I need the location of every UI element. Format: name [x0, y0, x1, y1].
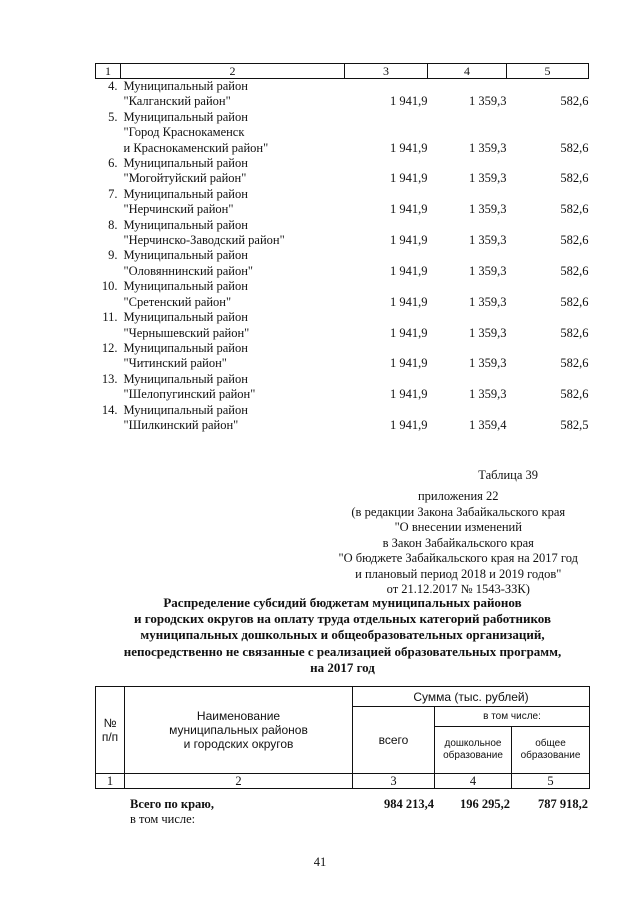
value-total [345, 279, 428, 294]
row-number: 4. [108, 79, 118, 93]
district-name: "Шилкинский район" [123, 417, 239, 432]
value-total: 1 941,9 [390, 140, 428, 155]
appendix-line: "О бюджете Забайкальского края на 2017 год [338, 551, 578, 565]
table-row [96, 233, 589, 248]
table-row [96, 341, 589, 356]
row-number [96, 418, 121, 433]
table-row [96, 218, 589, 233]
value-col4: 1 359,3 [469, 325, 507, 340]
district-name: Муниципальный район [123, 248, 248, 263]
district-name: "Чернышевский район" [123, 325, 250, 340]
district-name: "Шелопугинский район" [123, 387, 256, 402]
col-header-preschool-line: дошкольное [444, 738, 502, 749]
table-row [96, 110, 589, 125]
value-col5 [507, 372, 589, 387]
appendix-line: "О внесении изменений [394, 520, 522, 534]
value-total [345, 248, 428, 263]
row-number [96, 233, 121, 248]
value-total: 1 941,9 [390, 94, 428, 109]
table-row [96, 372, 589, 387]
value-total: 1 941,9 [390, 387, 428, 402]
table-row [96, 94, 589, 109]
table-row [96, 279, 589, 294]
appendix-line: от 21.12.2017 № 1543-ЗЗК) [386, 582, 530, 596]
value-col5 [507, 403, 589, 418]
value-col4 [428, 372, 507, 387]
district-name: "Город Краснокаменск [123, 125, 245, 140]
value-col5 [507, 341, 589, 356]
appendix-reference [339, 489, 578, 598]
subsidy-table [95, 686, 590, 789]
value-total [345, 110, 428, 125]
value-col5: 582,6 [560, 294, 589, 309]
table-row [96, 79, 589, 95]
value-total: 1 941,9 [390, 294, 428, 309]
value-col4: 1 359,3 [469, 263, 507, 278]
row-number [96, 94, 121, 109]
value-col5: 582,6 [560, 263, 589, 278]
value-col5 [507, 248, 589, 263]
col-header-general-line: образование [520, 750, 581, 761]
table-row [96, 356, 589, 371]
value-col4 [428, 341, 507, 356]
value-total: 1 941,9 [390, 171, 428, 186]
row-number [96, 356, 121, 371]
value-col5: 582,6 [560, 94, 589, 109]
col-header-number-line: № [103, 716, 117, 730]
value-col5 [507, 218, 589, 233]
value-col4: 1 359,3 [469, 356, 507, 371]
value-col4 [428, 218, 507, 233]
district-name: Муниципальный район [123, 156, 248, 171]
value-col5: 582,5 [560, 417, 589, 432]
total-label: Всего по краю, [130, 797, 214, 811]
district-name: "Читинский район" [123, 356, 227, 371]
col-header-name-line: муниципальных районов [169, 723, 308, 737]
col-header-name [125, 687, 353, 774]
district-name: Муниципальный район [123, 340, 248, 355]
value-col5: 582,6 [560, 233, 589, 248]
value-col4 [428, 248, 507, 263]
table-row [96, 202, 589, 217]
value-col5 [507, 110, 589, 125]
col-index: 5 [512, 774, 590, 789]
row-number [96, 171, 121, 186]
col-header: 3 [345, 64, 428, 79]
table-row [96, 326, 589, 341]
col-index: 2 [125, 774, 353, 789]
table-row [96, 141, 589, 156]
row-number: 13. [101, 371, 118, 386]
value-col4 [428, 403, 507, 418]
row-number [96, 326, 121, 341]
title-line: непосредственно не связанные с реализацией образовательных программ, [123, 643, 562, 659]
row-number: 11. [102, 310, 118, 325]
table-header-row [96, 64, 589, 79]
value-col4: 1 359,3 [469, 94, 507, 109]
district-name: "Нерчинско-Заводский район" [123, 233, 285, 248]
table-row [96, 171, 589, 186]
table-row [96, 403, 589, 418]
value-col4 [428, 156, 507, 171]
table-row [96, 310, 589, 325]
table-row [96, 187, 589, 202]
district-name: "Могойтуйский район" [123, 171, 247, 186]
value-col4 [428, 79, 507, 95]
value-total [345, 341, 428, 356]
total-all: 984 213,4 [384, 797, 434, 811]
value-col5: 582,6 [560, 202, 589, 217]
row-number: 5. [108, 109, 118, 124]
appendix-line: приложения 22 [417, 489, 499, 503]
appendix-line: (в редакции Закона Забайкальского края [351, 504, 566, 519]
col-header-number [96, 687, 125, 774]
col-index: 1 [96, 774, 125, 789]
value-col4: 1 359,3 [469, 202, 507, 217]
value-total: 1 941,9 [390, 233, 428, 248]
table-row [96, 248, 589, 263]
district-name: "Калганский район" [123, 94, 231, 109]
value-col5 [507, 187, 589, 202]
value-col5 [507, 125, 589, 140]
row-number [96, 141, 121, 156]
value-col4: 1 359,3 [469, 140, 507, 155]
row-number: 9. [108, 248, 118, 263]
title-line: на 2017 год [310, 659, 375, 675]
value-col4 [428, 279, 507, 294]
table-number: Таблица 39 [478, 468, 538, 482]
value-col4 [428, 125, 507, 140]
total-general: 787 918,2 [538, 797, 588, 811]
col-header-general-line: общее [535, 738, 566, 749]
district-name: "Сретенский район" [123, 294, 232, 309]
district-name: Муниципальный район [123, 310, 248, 325]
row-number [96, 202, 121, 217]
districts-table [95, 63, 589, 433]
table-row [96, 264, 589, 279]
table-row [96, 125, 589, 140]
title-line: Распределение субсидий бюджетам муниципальных районов [163, 595, 522, 610]
district-name: "Оловяннинский район" [123, 263, 254, 278]
value-total [345, 79, 428, 95]
value-col4: 1 359,3 [469, 233, 507, 248]
value-col4: 1 359,3 [469, 387, 507, 402]
col-header-total: всего [353, 707, 435, 774]
value-total: 1 941,9 [390, 356, 428, 371]
value-col5 [507, 310, 589, 325]
col-header-including: в том числе: [435, 707, 590, 727]
row-number [96, 295, 121, 310]
row-number: 14. [101, 402, 118, 417]
value-total: 1 941,9 [390, 263, 428, 278]
district-name: "Нерчинский район" [123, 202, 234, 217]
value-col5: 582,6 [560, 325, 589, 340]
col-header-preschool-line: образование [443, 750, 503, 761]
value-col5: 582,6 [560, 140, 589, 155]
value-total: 1 941,9 [390, 417, 428, 432]
row-number: 10. [101, 279, 118, 294]
document-title [95, 595, 590, 676]
row-number [96, 264, 121, 279]
district-name: Муниципальный район [123, 279, 248, 294]
value-col4 [428, 310, 507, 325]
value-col5: 582,6 [560, 171, 589, 186]
value-total [345, 310, 428, 325]
value-col5 [507, 79, 589, 95]
row-number: 6. [108, 156, 118, 171]
col-header-name-line: и городских округов [183, 737, 294, 751]
appendix-line: в Закон Забайкальского края [382, 535, 534, 550]
value-col4: 1 359,3 [469, 171, 507, 186]
value-col5: 582,6 [560, 356, 589, 371]
value-total [345, 403, 428, 418]
value-col4 [428, 110, 507, 125]
col-header: 1 [96, 64, 121, 79]
row-number [96, 387, 121, 402]
value-total [345, 218, 428, 233]
col-header-sum: Сумма (тыс. рублей) [353, 687, 590, 707]
title-line: и городских округов на оплату труда отдельных категорий работников [134, 611, 551, 627]
district-name: Муниципальный район [123, 402, 248, 417]
value-total [345, 125, 428, 140]
col-header-preschool [435, 727, 512, 774]
row-number [96, 125, 121, 140]
value-col4 [428, 187, 507, 202]
table-row [96, 418, 589, 433]
value-col4: 1 359,3 [469, 294, 507, 309]
value-col5 [507, 156, 589, 171]
value-total [345, 156, 428, 171]
row-number: 8. [108, 217, 118, 232]
col-index: 4 [435, 774, 512, 789]
col-header: 5 [507, 64, 589, 79]
col-index: 3 [353, 774, 435, 789]
value-total: 1 941,9 [390, 202, 428, 217]
value-col4: 1 359,4 [469, 417, 507, 432]
title-line: муниципальных дошкольных и общеобразовательных организаций, [140, 627, 545, 643]
value-total: 1 941,9 [390, 325, 428, 340]
value-col5: 582,6 [560, 387, 589, 402]
row-number: 12. [101, 340, 118, 355]
district-name: Муниципальный район [123, 109, 248, 124]
col-header-number-line: п/п [101, 730, 119, 744]
table-row [96, 295, 589, 310]
col-header-name-line: Наименование [196, 709, 281, 723]
appendix-line: и плановый период 2018 и 2019 годов" [355, 566, 562, 581]
value-total [345, 187, 428, 202]
row-number: 7. [108, 186, 118, 201]
total-preschool: 196 295,2 [460, 797, 510, 811]
district-name: Муниципальный район [123, 186, 248, 201]
district-name: Муниципальный район [123, 371, 248, 386]
col-header: 2 [121, 64, 345, 79]
district-name: и Краснокаменский район" [123, 140, 269, 155]
district-name: Муниципальный район [123, 79, 248, 93]
page-number: 41 [313, 855, 327, 869]
col-header-general [512, 727, 590, 774]
column-index-row [96, 774, 590, 789]
total-sublabel: в том числе: [130, 812, 196, 826]
value-total [345, 372, 428, 387]
table-row [96, 387, 589, 402]
district-name: Муниципальный район [123, 217, 248, 232]
table-row [96, 156, 589, 171]
col-header: 4 [428, 64, 507, 79]
value-col5 [507, 279, 589, 294]
